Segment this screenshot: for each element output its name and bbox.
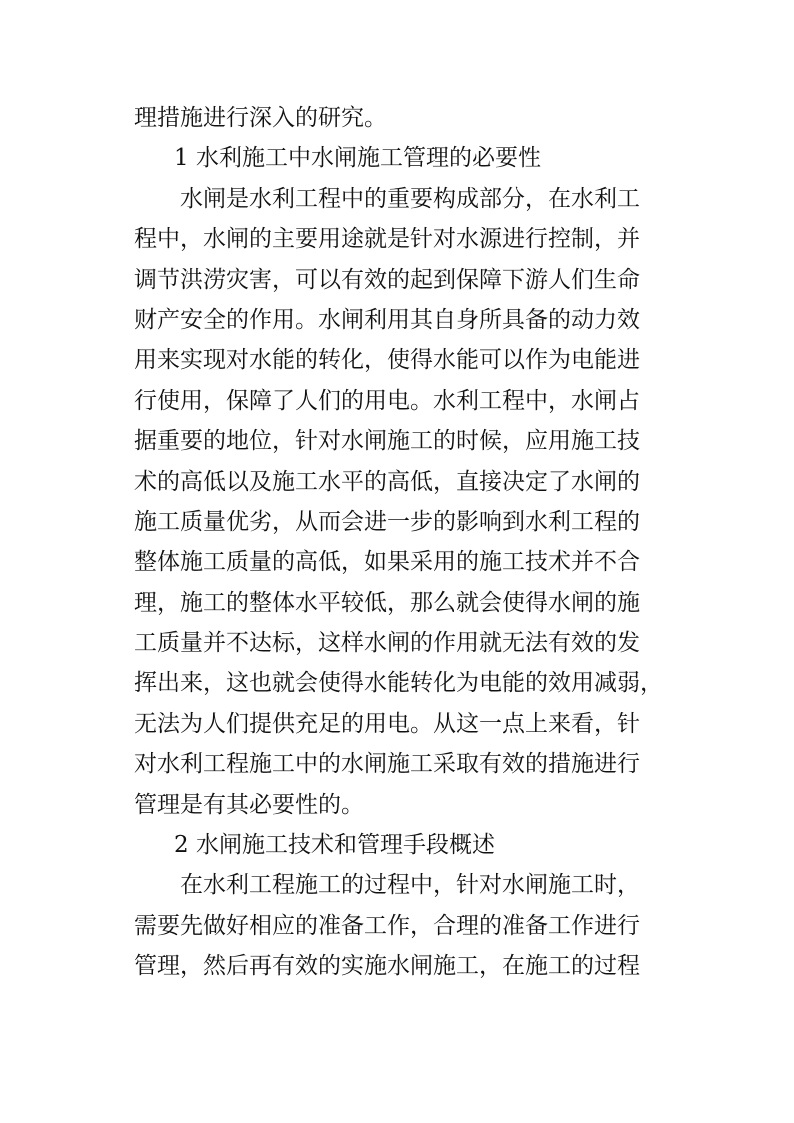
text-line: 用来实现对水能的转化，使得水能可以作为电能进 xyxy=(134,347,640,374)
paragraph-first-line: 水闸是水利工程中的重要构成部分，在水利工 xyxy=(180,185,640,212)
text-line: 无法为人们提供充足的用电。从这一点上来看，针 xyxy=(134,710,640,737)
text-line: 程中，水闸的主要用途就是针对水源进行控制，并 xyxy=(134,226,640,253)
text-line: 理，施工的整体水平较低，那么就会使得水闸的施 xyxy=(134,589,640,616)
text-line: 管理是有其必要性的。 xyxy=(134,791,364,818)
text-line: 据重要的地位，针对水闸施工的时候，应用施工技 xyxy=(134,428,640,455)
text-line: 整体施工质量的高低，如果采用的施工技术并不合 xyxy=(134,549,640,576)
section-heading-1: 1 水利施工中水闸施工管理的必要性 xyxy=(174,145,541,172)
text-line: 工质量并不达标，这样水闸的作用就无法有效的发 xyxy=(134,630,640,657)
paragraph-first-line: 在水利工程施工的过程中，针对水闸施工时， xyxy=(180,872,640,899)
body-text xyxy=(134,98,664,987)
text-line: 管理，然后再有效的实施水闸施工，在施工的过程 xyxy=(134,953,640,980)
text-line: 理措施进行深入的研究。 xyxy=(134,105,387,131)
text-line: 施工质量优劣，从而会进一步的影响到水利工程的 xyxy=(134,508,640,535)
text-line: 术的高低以及施工水平的高低，直接决定了水闸的 xyxy=(134,468,640,495)
text-line: 挥出来，这也就会使得水能转化为电能的效用减弱， xyxy=(134,670,663,697)
text-line: 调节洪涝灾害，可以有效的起到保障下游人们生命 xyxy=(134,266,640,293)
text-line: 行使用，保障了人们的用电。水利工程中，水闸占 xyxy=(134,387,640,414)
text-line: 需要先做好相应的准备工作，合理的准备工作进行 xyxy=(134,912,640,939)
text-line: 财产安全的作用。水闸利用其自身所具备的动力效 xyxy=(134,306,640,333)
text-line: 对水利工程施工中的水闸施工采取有效的措施进行 xyxy=(134,751,640,778)
section-heading-2: 2 水闸施工技术和管理手段概述 xyxy=(174,832,495,859)
